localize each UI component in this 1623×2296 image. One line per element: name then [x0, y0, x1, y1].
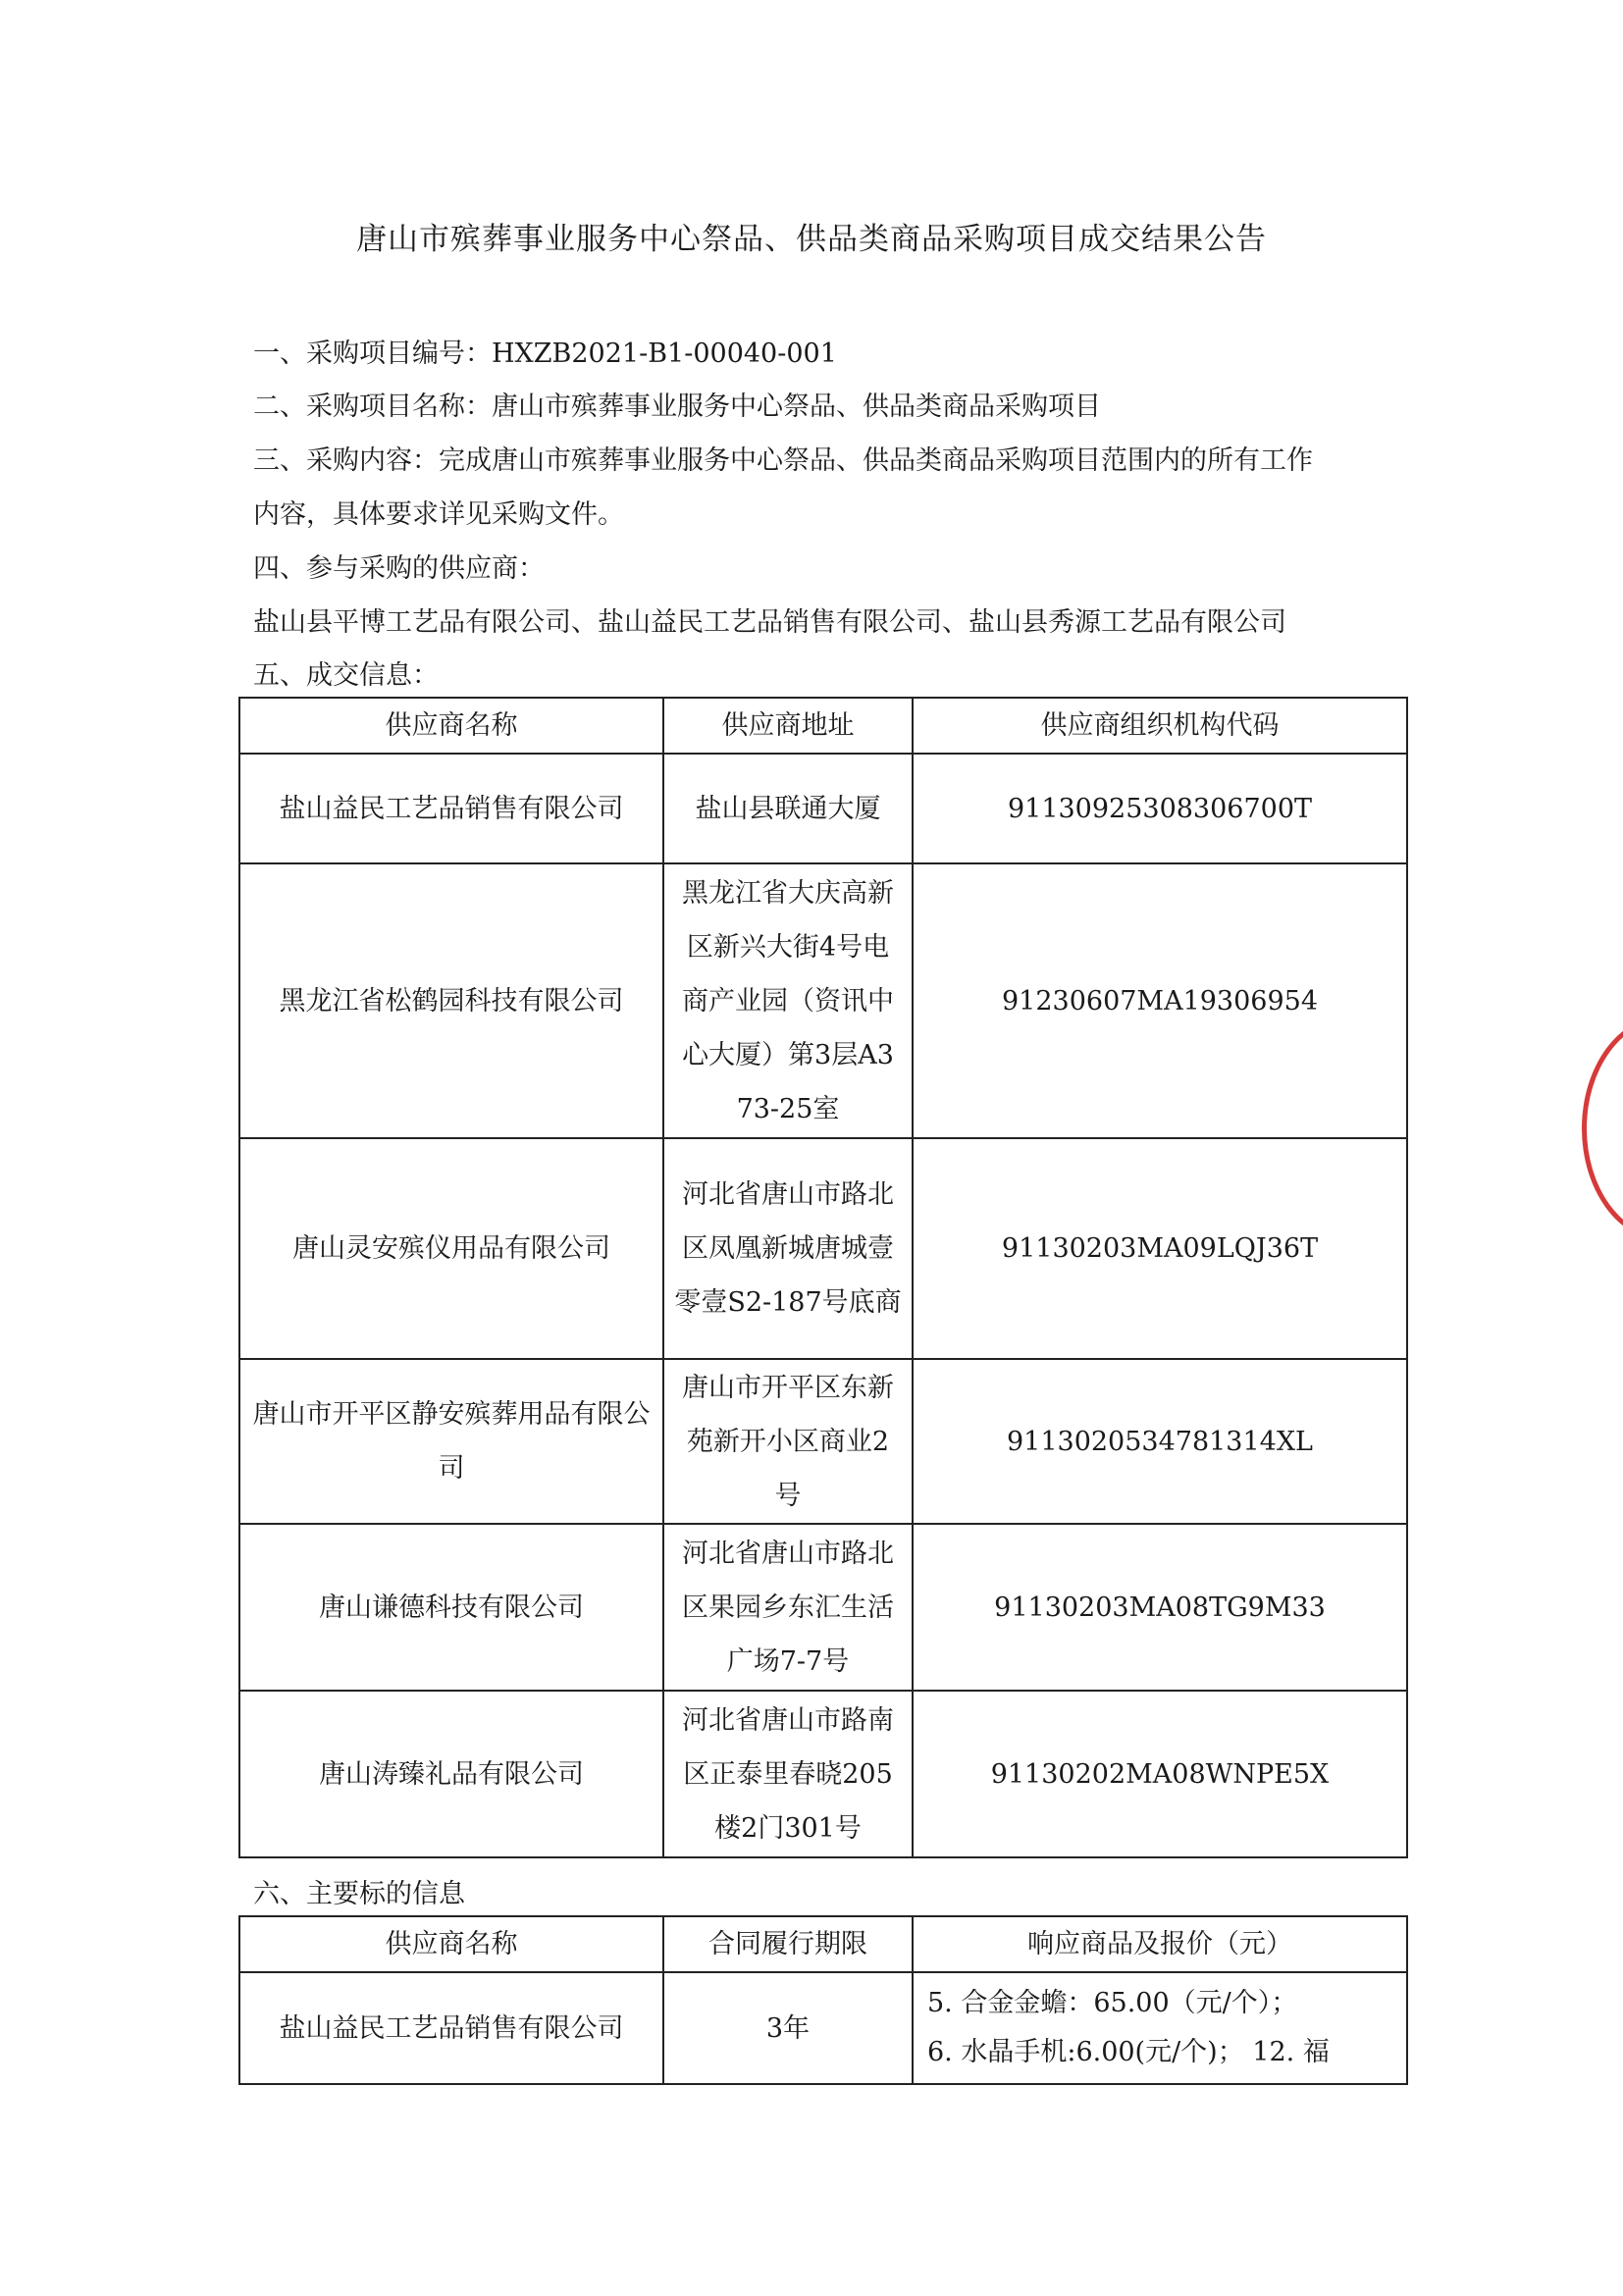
- supplier-name: 唐山涛臻礼品有限公司: [239, 1691, 663, 1857]
- table-header-row: [239, 1916, 1407, 1972]
- header-supplier-name: 供应商名称: [239, 1916, 663, 1972]
- table-row: [239, 1359, 1407, 1524]
- header-contract-period: 合同履行期限: [663, 1916, 913, 1972]
- supplier-address: 河北省唐山市路北区凤凰新城唐城壹零壹S2-187号底商: [663, 1138, 913, 1359]
- supplier-address: 盐山县联通大厦: [663, 754, 913, 863]
- contract-period: 3年: [663, 1972, 913, 2084]
- subject-info-heading: 六、主要标的信息: [253, 1879, 465, 1909]
- supplier-name: 黑龙江省松鹤园科技有限公司: [239, 863, 663, 1138]
- deal-info-heading: 五、成交信息：: [253, 660, 439, 691]
- table-row: [239, 1524, 1407, 1691]
- header-supplier-address: 供应商地址: [663, 698, 913, 754]
- supplier-code: 91230607MA19306954: [913, 863, 1407, 1138]
- project-number: 一、采购项目编号：HXZB2021-B1-00040-001: [253, 339, 837, 369]
- header-supplier-code: 供应商组织机构代码: [913, 698, 1407, 754]
- deal-info-table: [238, 697, 1408, 1858]
- supplier-name: 唐山市开平区静安殡葬用品有限公司: [239, 1359, 663, 1524]
- supplier-code: 91130202MA08WNPE5X: [913, 1691, 1407, 1857]
- supplier-name: 唐山灵安殡仪用品有限公司: [239, 1138, 663, 1359]
- table-header-row: [239, 698, 1407, 754]
- item-line: 6. 水晶手机:6.00(元/个)； 12. 福: [927, 2037, 1330, 2067]
- supplier-code: 9113020534781314XL: [913, 1359, 1407, 1524]
- supplier-address: 河北省唐山市路南区正泰里春晓205楼2门301号: [663, 1691, 913, 1857]
- supplier-name: 唐山谦德科技有限公司: [239, 1524, 663, 1691]
- table-row: [239, 1691, 1407, 1857]
- project-name: 二、采购项目名称：唐山市殡葬事业服务中心祭品、供品类商品采购项目: [253, 391, 1101, 422]
- red-seal-stamp: [1582, 1016, 1623, 1241]
- table-row: [239, 1972, 1407, 2084]
- document-title: 唐山市殡葬事业服务中心祭品、供品类商品采购项目成交结果公告: [356, 222, 1267, 257]
- table-row: [239, 863, 1407, 1138]
- supplier-code: 91130925308306700T: [913, 754, 1407, 863]
- items-and-prices: [913, 1972, 1407, 2084]
- supplier-address: 黑龙江省大庆高新区新兴大街4号电商产业园（资讯中心大厦）第3层A373-25室: [663, 863, 913, 1138]
- header-supplier-name: 供应商名称: [239, 698, 663, 754]
- participating-suppliers-heading: 四、参与采购的供应商：: [253, 553, 545, 584]
- header-items-and-prices: 响应商品及报价（元）: [913, 1916, 1407, 1972]
- supplier-name: 盐山益民工艺品销售有限公司: [239, 754, 663, 863]
- supplier-code: 91130203MA09LQJ36T: [913, 1138, 1407, 1359]
- table-row: [239, 754, 1407, 863]
- supplier-name: 盐山益民工艺品销售有限公司: [239, 1972, 663, 2084]
- supplier-address: 唐山市开平区东新苑新开小区商业2号: [663, 1359, 913, 1524]
- supplier-code: 91130203MA08TG9M33: [913, 1524, 1407, 1691]
- item-line: 5. 合金金蟾：65.00（元/个）；: [927, 1988, 1298, 2018]
- participating-suppliers-list: 盐山县平博工艺品有限公司、盐山益民工艺品销售有限公司、盐山县秀源工艺品有限公司: [253, 607, 1286, 638]
- procurement-content-line1: 三、采购内容：完成唐山市殡葬事业服务中心祭品、供品类商品采购项目范围内的所有工作: [253, 445, 1313, 476]
- subject-info-table: [238, 1915, 1408, 2085]
- procurement-content-line2: 内容，具体要求详见采购文件。: [253, 499, 624, 530]
- supplier-address: 河北省唐山市路北区果园乡东汇生活广场7-7号: [663, 1524, 913, 1691]
- table-row: [239, 1138, 1407, 1359]
